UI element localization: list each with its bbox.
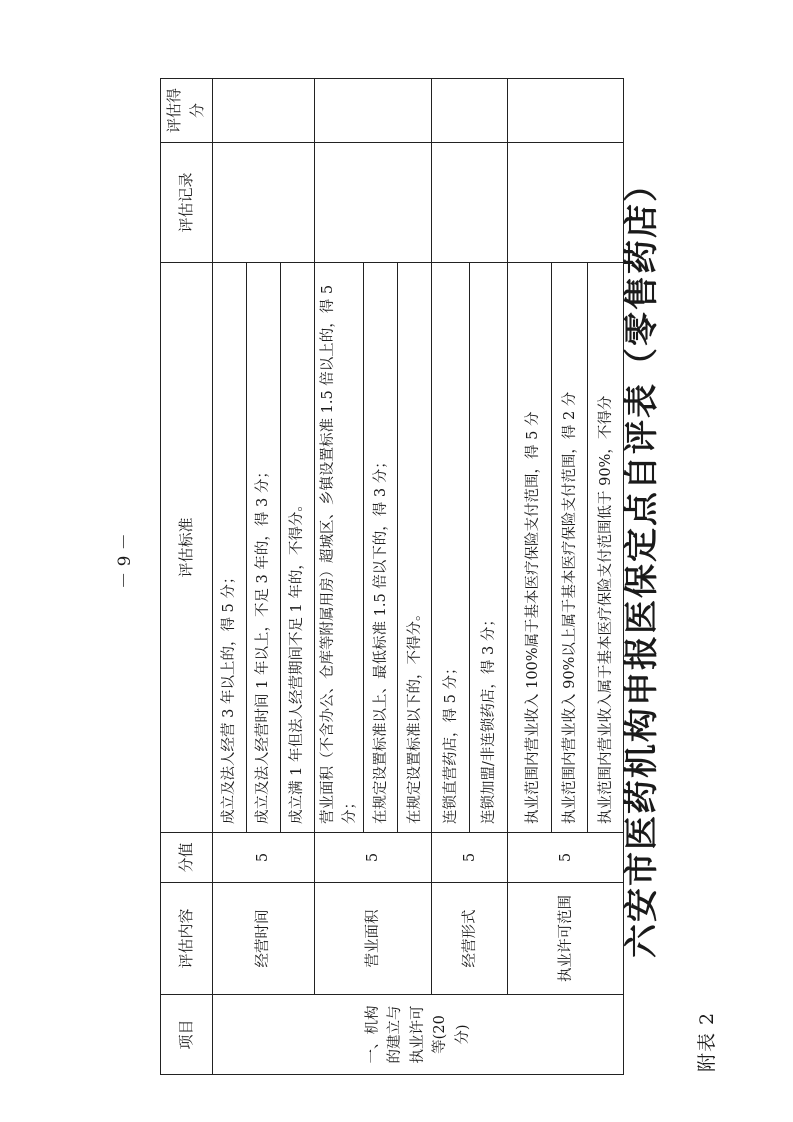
self-evaluation-table bbox=[160, 78, 624, 1075]
table-row bbox=[212, 79, 246, 1075]
result-cell[interactable] bbox=[212, 79, 314, 143]
criteria-cell: 执业范围内营业收入 100%属于基本医疗保险支付范围，得 5 分 bbox=[516, 263, 552, 833]
criteria-cell: 连锁直营药店，得 5 分； bbox=[432, 263, 470, 833]
header-row bbox=[161, 79, 213, 1075]
score-cell: 5 bbox=[314, 833, 432, 883]
criteria-cell: 成立满 1 年但法人经营期间不足 1 年的，不得分。 bbox=[280, 263, 314, 833]
criteria-spacer bbox=[508, 263, 516, 833]
result-cell[interactable] bbox=[508, 79, 624, 143]
criteria-cell: 执业范围内营业收入 90%以上属于基本医疗保险支付范围，得 2 分 bbox=[552, 263, 588, 833]
header-criteria: 评估标准 bbox=[161, 263, 213, 833]
header-score: 分值 bbox=[161, 833, 213, 883]
criteria-cell: 成立及法人经营时间 1 年以上，不足 3 年的，得 3 分； bbox=[246, 263, 280, 833]
header-record: 评估记录 bbox=[161, 143, 213, 263]
content-cell: 经营形式 bbox=[432, 883, 508, 995]
table-row bbox=[432, 79, 470, 1075]
header-content: 评估内容 bbox=[161, 883, 213, 995]
section-label: 一、机构的建立与执业许可等(20 分) bbox=[212, 995, 624, 1075]
table-row-spacer bbox=[508, 79, 516, 1075]
record-cell[interactable] bbox=[432, 143, 508, 263]
table-row bbox=[314, 79, 364, 1075]
header-item: 项目 bbox=[161, 995, 213, 1075]
record-cell[interactable] bbox=[314, 143, 432, 263]
appendix-label: 附表 2 bbox=[696, 1011, 718, 1072]
record-cell[interactable] bbox=[212, 143, 314, 263]
score-cell: 5 bbox=[432, 833, 508, 883]
content-cell: 营业面积 bbox=[314, 883, 432, 995]
score-cell: 5 bbox=[212, 833, 314, 883]
page-number: － 9 － bbox=[115, 533, 135, 589]
content-cell: 经营时间 bbox=[212, 883, 314, 995]
criteria-cell: 连锁加盟/非连锁药店，得 3 分； bbox=[470, 263, 508, 833]
result-cell[interactable] bbox=[314, 79, 432, 143]
criteria-cell: 成立及法人经营 3 年以上的，得 5 分； bbox=[212, 263, 246, 833]
criteria-cell: 营业面积（不含办公、仓库等附属用房）超城区、乡镇设置标准 1.5 倍以上的，得 5 分； bbox=[314, 263, 364, 833]
criteria-cell: 执业范围内营业收入属于基本医疗保险支付范围低于 90%，不得分 bbox=[588, 263, 624, 833]
content-cell: 执业许可范围 bbox=[508, 883, 624, 995]
criteria-cell: 在规定设置标准以下的，不得分。 bbox=[398, 263, 432, 833]
record-cell[interactable] bbox=[508, 143, 624, 263]
document-title: 六安市医药机构申报医保定点自评表（零售药店） bbox=[622, 166, 662, 958]
result-cell[interactable] bbox=[432, 79, 508, 143]
criteria-cell: 在规定设置标准以上、最低标准 1.5 倍以下的，得 3 分； bbox=[364, 263, 398, 833]
score-cell: 5 bbox=[508, 833, 624, 883]
header-result: 评估得分 bbox=[161, 79, 213, 143]
